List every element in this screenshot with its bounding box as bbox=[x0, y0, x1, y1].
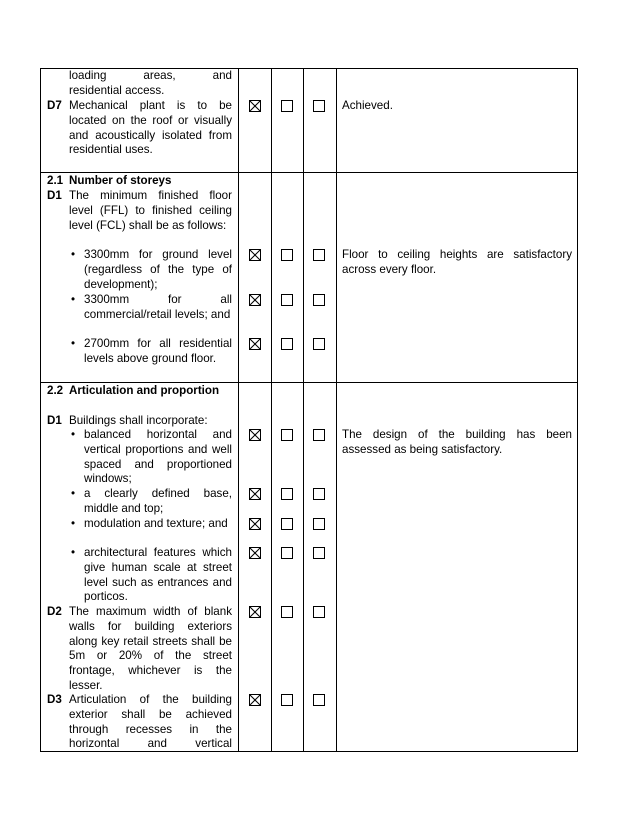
unchecked-checkbox[interactable] bbox=[313, 100, 325, 112]
word: and bbox=[212, 69, 232, 82]
cross-icon bbox=[250, 339, 260, 349]
checked-checkbox[interactable] bbox=[249, 100, 261, 112]
word: areas, bbox=[143, 69, 176, 82]
continued-text-line bbox=[69, 69, 232, 84]
clause-label-d7: D7 bbox=[47, 99, 62, 112]
bullet-icon: • bbox=[71, 517, 76, 530]
checked-checkbox[interactable] bbox=[249, 694, 261, 706]
row-divider bbox=[40, 172, 578, 173]
cross-icon bbox=[250, 250, 260, 260]
checked-checkbox[interactable] bbox=[249, 488, 261, 500]
bullet-item: architectural features which give human scale at street level such as entrances and porticos. bbox=[84, 546, 232, 604]
bullet-item: a clearly defined base, middle and top; bbox=[84, 487, 232, 515]
unchecked-checkbox[interactable] bbox=[313, 488, 325, 500]
clause-text-d7: Mechanical plant is to be located on the roof or visually and acoustically isolated from residential uses. bbox=[69, 99, 232, 157]
section-number: 2.1 bbox=[47, 174, 64, 187]
cross-icon bbox=[250, 101, 260, 111]
word: loading bbox=[69, 69, 107, 82]
unchecked-checkbox[interactable] bbox=[281, 429, 293, 441]
unchecked-checkbox[interactable] bbox=[313, 249, 325, 261]
cross-icon bbox=[250, 295, 260, 305]
clause-label-d2: D2 bbox=[47, 605, 62, 618]
bullet-icon: • bbox=[71, 248, 76, 261]
comment-design: The design of the building has been assessed as being satisfactory. bbox=[342, 428, 572, 456]
column-divider bbox=[303, 68, 304, 752]
checked-checkbox[interactable] bbox=[249, 429, 261, 441]
checked-checkbox[interactable] bbox=[249, 518, 261, 530]
column-divider bbox=[271, 68, 272, 752]
checked-checkbox[interactable] bbox=[249, 294, 261, 306]
unchecked-checkbox[interactable] bbox=[281, 606, 293, 618]
unchecked-checkbox[interactable] bbox=[313, 694, 325, 706]
bullet-icon: • bbox=[71, 487, 76, 500]
clause-text-d3: Articulation of the building exterior shall be achieved through recesses in the horizontal and vertical bbox=[69, 693, 232, 751]
cross-icon bbox=[250, 607, 260, 617]
unchecked-checkbox[interactable] bbox=[281, 338, 293, 350]
unchecked-checkbox[interactable] bbox=[281, 547, 293, 559]
row-divider bbox=[40, 382, 578, 383]
column-divider bbox=[336, 68, 337, 752]
unchecked-checkbox[interactable] bbox=[281, 100, 293, 112]
cross-icon bbox=[250, 430, 260, 440]
bullet-item: 3300mm for all commercial/retail levels; and bbox=[84, 293, 232, 321]
checked-checkbox[interactable] bbox=[249, 338, 261, 350]
bullet-item: balanced horizontal and vertical proportions and well spaced and proportioned windows; bbox=[84, 428, 232, 486]
clause-label-d3: D3 bbox=[47, 693, 62, 706]
cross-icon bbox=[250, 489, 260, 499]
clause-label-d1: D1 bbox=[47, 414, 62, 427]
clause-text-d1: The minimum finished floor level (FFL) to finished ceiling level (FCL) shall be as follows: bbox=[69, 189, 232, 232]
cross-icon bbox=[250, 519, 260, 529]
checked-checkbox[interactable] bbox=[249, 547, 261, 559]
unchecked-checkbox[interactable] bbox=[281, 488, 293, 500]
section-title: Articulation and proportion bbox=[69, 384, 220, 397]
unchecked-checkbox[interactable] bbox=[281, 694, 293, 706]
unchecked-checkbox[interactable] bbox=[313, 294, 325, 306]
bullet-icon: • bbox=[71, 293, 76, 306]
cross-icon bbox=[250, 548, 260, 558]
continued-text-line: residential access. bbox=[69, 84, 165, 97]
comment-floor-heights: Floor to ceiling heights are satisfactory across every floor. bbox=[342, 248, 572, 276]
unchecked-checkbox[interactable] bbox=[313, 338, 325, 350]
unchecked-checkbox[interactable] bbox=[313, 518, 325, 530]
unchecked-checkbox[interactable] bbox=[281, 518, 293, 530]
unchecked-checkbox[interactable] bbox=[313, 606, 325, 618]
column-divider bbox=[238, 68, 239, 752]
clause-label-d1: D1 bbox=[47, 189, 62, 202]
bullet-item: 2700mm for all residential levels above ground floor. bbox=[84, 337, 232, 365]
unchecked-checkbox[interactable] bbox=[281, 294, 293, 306]
section-number: 2.2 bbox=[47, 384, 64, 397]
unchecked-checkbox[interactable] bbox=[313, 429, 325, 441]
bullet-item: 3300mm for ground level (regardless of the type of development); bbox=[84, 248, 232, 291]
comment-d7: Achieved. bbox=[342, 99, 393, 112]
clause-text-d2: The maximum width of blank walls for building exteriors along key retail streets shall be 5m or 20% of the street frontage, whichever is the lesser. bbox=[69, 605, 232, 692]
bullet-icon: • bbox=[71, 428, 76, 441]
cross-icon bbox=[250, 695, 260, 705]
checked-checkbox[interactable] bbox=[249, 249, 261, 261]
checked-checkbox[interactable] bbox=[249, 606, 261, 618]
unchecked-checkbox[interactable] bbox=[313, 547, 325, 559]
clause-text-d1: Buildings shall incorporate: bbox=[69, 414, 208, 427]
unchecked-checkbox[interactable] bbox=[281, 249, 293, 261]
bullet-icon: • bbox=[71, 337, 76, 350]
section-title: Number of storeys bbox=[69, 174, 172, 187]
bullet-item: modulation and texture; and bbox=[84, 517, 228, 530]
bullet-icon: • bbox=[71, 546, 76, 559]
